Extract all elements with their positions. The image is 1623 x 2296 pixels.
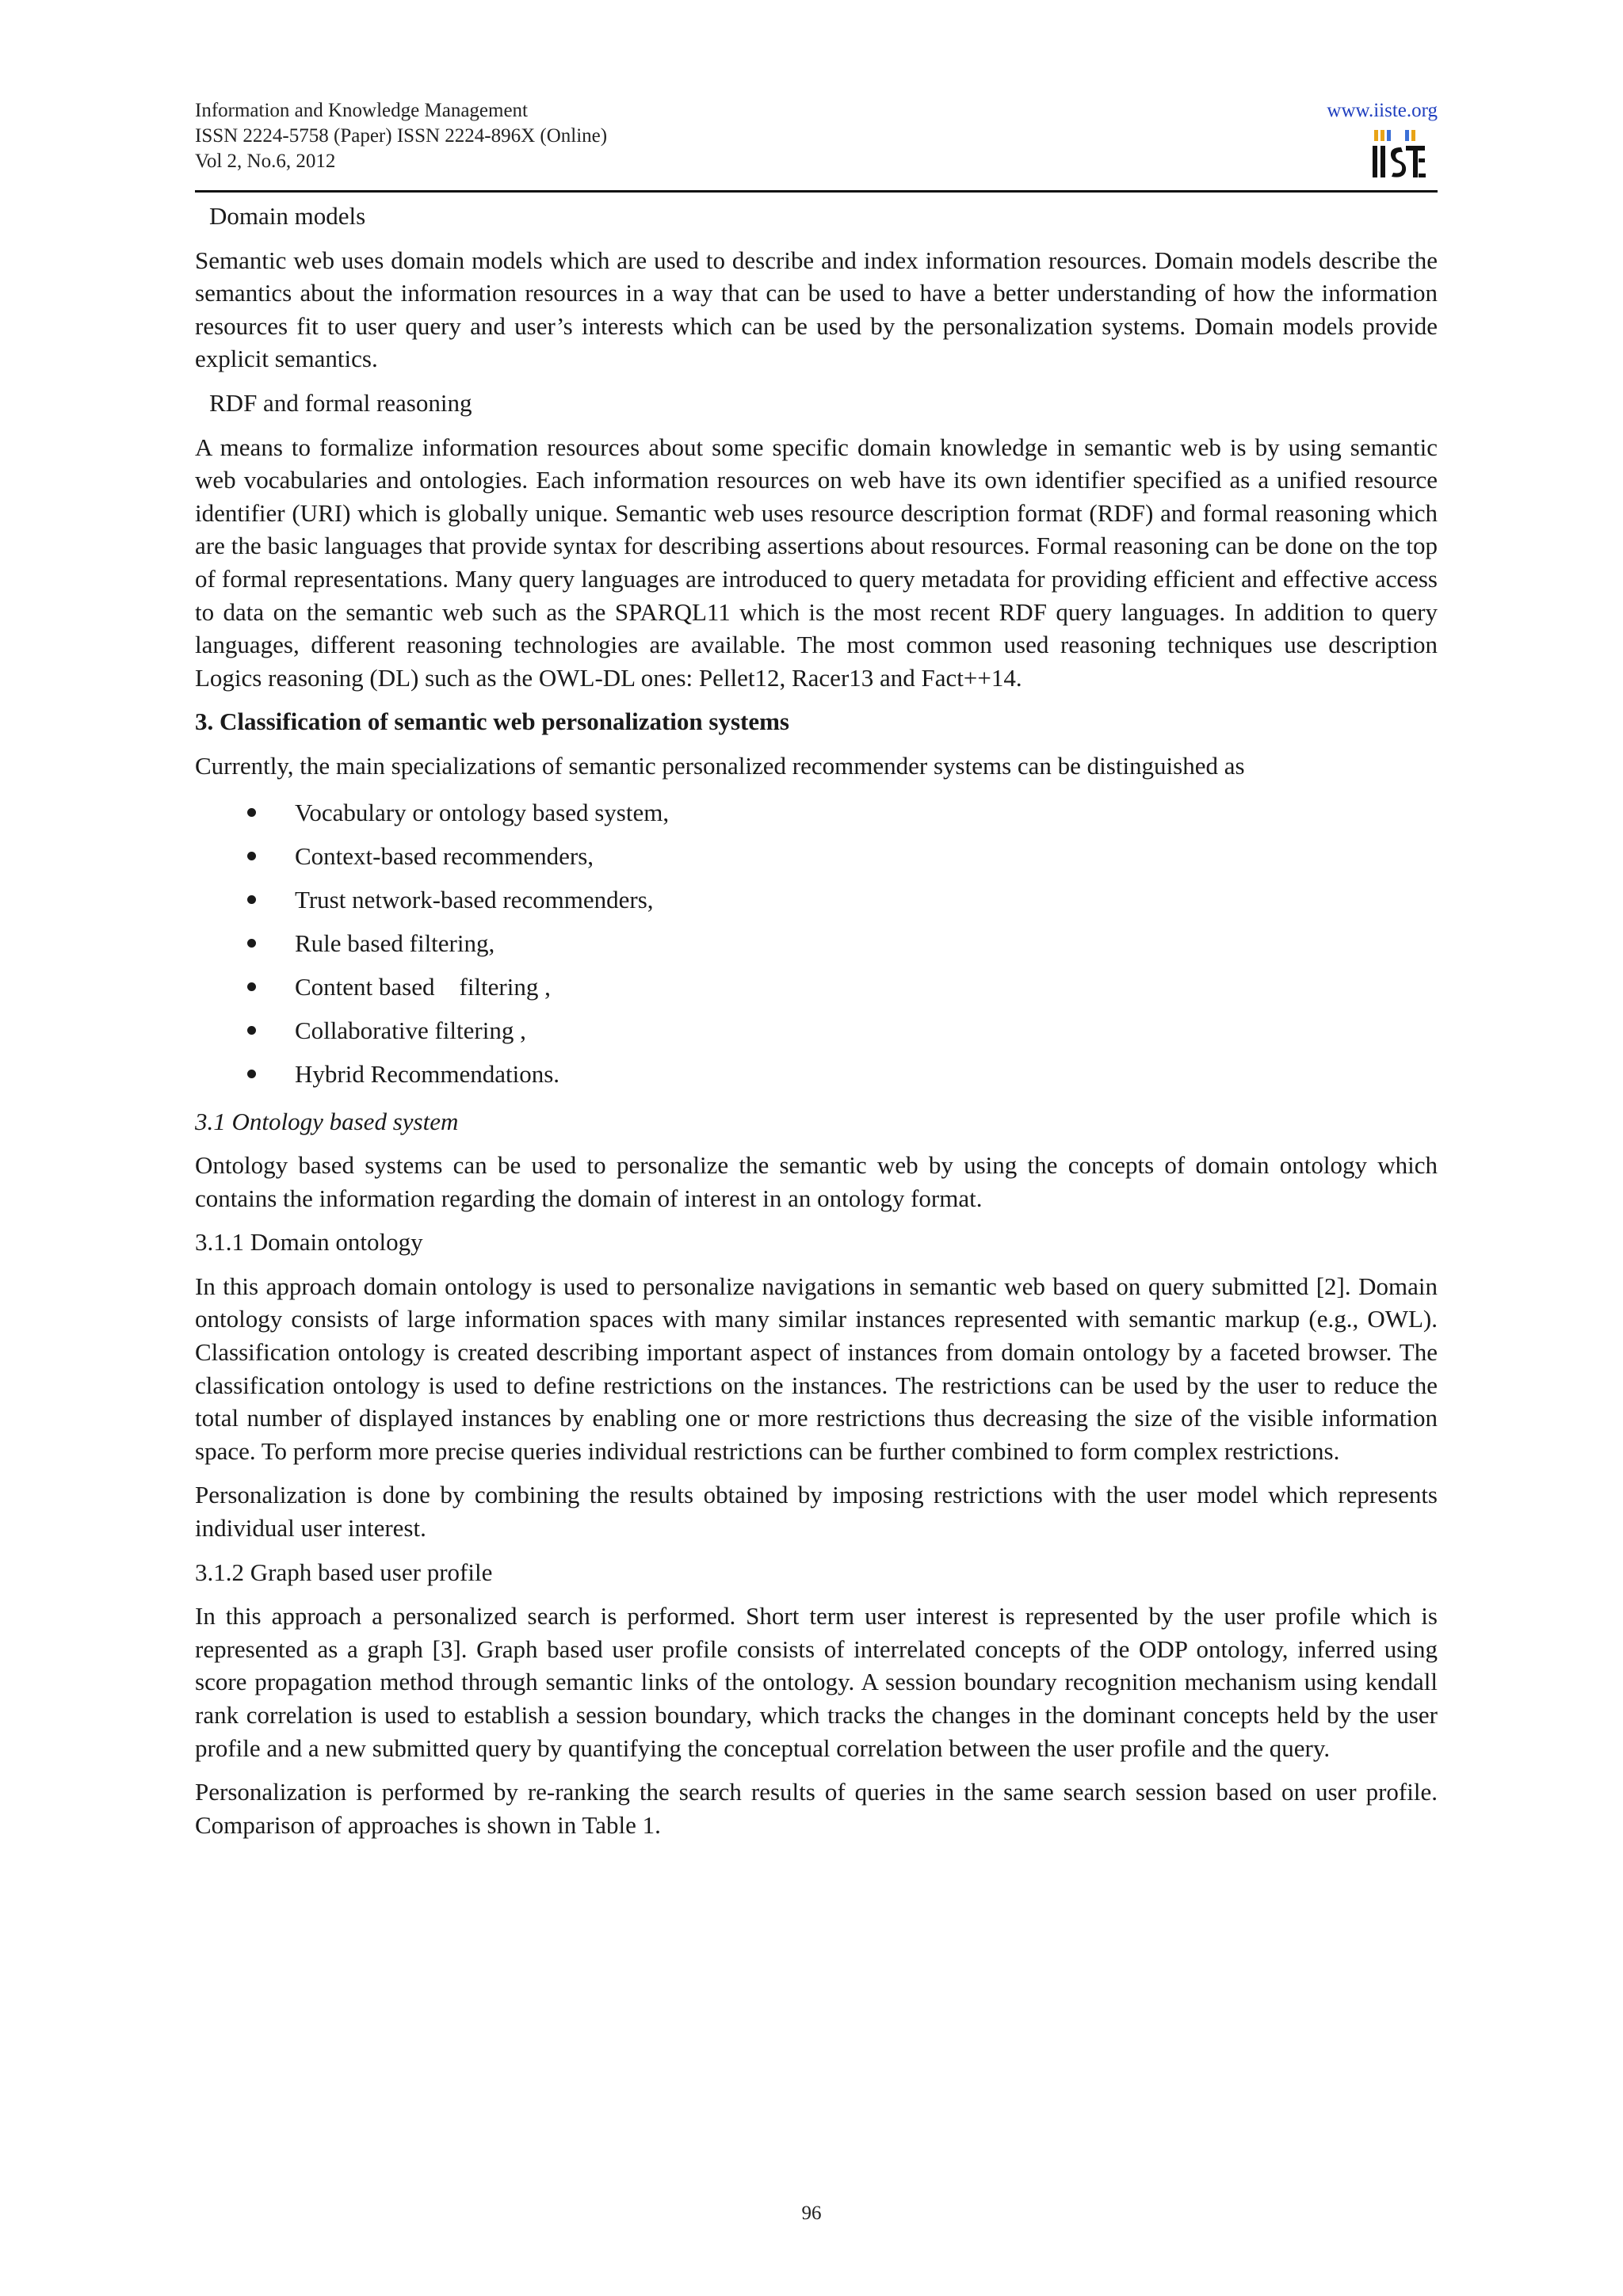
- list-item: Trust network-based recommenders,: [195, 878, 1438, 921]
- bullet-icon: [247, 1070, 256, 1078]
- heading-ontology-based: 3.1 Ontology based system: [195, 1107, 459, 1135]
- bullet-icon: [247, 852, 256, 860]
- paragraph-domain-models: Semantic web uses domain models which are used to describe and index information resources. Domain models describe the semantics about the information resources in a way that can be used to have a better understanding of how the information resources fit to user query and user’s interests which can be used by the personalization systems. Domain models provide explicit semantics.: [195, 246, 1438, 373]
- list-item: Vocabulary or ontology based system,: [195, 791, 1438, 834]
- paragraph-domain-ontology: In this approach domain ontology is used to personalize navigations in semantic web based on query submitted [2]. Domain ontology consists of large information spaces with many similar instances represented with semantic markup (e.g., OWL). Classification ontology is created describing important aspect of instances from domain ontology by a faceted browser. The classification ontology is used to define restrictions on the instances. The restrictions can be used by the user to reduce the total number of displayed instances by enabling one or more restrictions thus decreasing the size of the visible information space. To perform more precise queries individual restrictions can be further combined to form complex restrictions.: [195, 1272, 1438, 1465]
- main-content: [195, 200, 1438, 1841]
- site-link[interactable]: www.iiste.org: [1327, 100, 1438, 121]
- list-item: Collaborative filtering ,: [195, 1009, 1438, 1052]
- bullet-list: [195, 791, 1438, 1096]
- heading-graph-profile: 3.1.2 Graph based user profile: [195, 1558, 493, 1586]
- journal-info: [195, 98, 607, 174]
- page-header: [195, 98, 1438, 192]
- bullet-icon: [247, 1026, 256, 1035]
- list-item: Content based filtering ,: [195, 965, 1438, 1009]
- bullet-icon: [247, 808, 256, 817]
- bullet-icon: [247, 982, 256, 991]
- heading-classification: 3. Classification of semantic web personalization systems: [195, 707, 789, 736]
- journal-issn: ISSN 2224-5758 (Paper) ISSN 2224-896X (Online): [195, 125, 608, 147]
- journal-title: Information and Knowledge Management: [195, 100, 529, 121]
- paragraph-domain-ontology-2: Personalization is done by combining the results obtained by imposing restrictions with the user model which represents individual user interest.: [195, 1481, 1438, 1543]
- list-item: Rule based filtering,: [195, 921, 1438, 965]
- heading-domain-models: Domain models: [209, 202, 366, 230]
- bullet-icon: [247, 939, 256, 948]
- list-item: Context-based recommenders,: [195, 834, 1438, 878]
- paragraph-graph-profile: In this approach a personalized search is performed. Short term user interest is represented by the user profile which is represented as a graph [3]. Graph based user profile consists of interrelated concepts of the ODP ontology, inferred using score propagation method through semantic links of the ontology. A session boundary recognition mechanism using kendall rank correlation is used to establish a session boundary, which tracks the changes in the dominant concepts held by the user profile and a new submitted query by quantifying the conceptual correlation between the user profile and the query.: [195, 1602, 1438, 1762]
- iiste-logo-icon: [1369, 127, 1426, 184]
- heading-domain-ontology: 3.1.1 Domain ontology: [195, 1228, 423, 1257]
- paragraph-graph-profile-2: Personalization is performed by re-ranking the search results of queries in the same search session based on user profile. Comparison of approaches is shown in Table 1.: [195, 1778, 1438, 1839]
- page-number: 96: [801, 2203, 822, 2224]
- heading-rdf: RDF and formal reasoning: [209, 388, 472, 417]
- paragraph-classification-intro: Currently, the main specializations of semantic personalized recommender systems can be distinguished as: [195, 751, 1245, 780]
- list-item: Hybrid Recommendations.: [195, 1052, 1438, 1096]
- bullet-icon: [247, 895, 256, 904]
- paragraph-rdf: A means to formalize information resources about some specific domain knowledge in semantic web is by using semantic web vocabularies and ontologies. Each information resources on web have its own identifier specified as a unified resource identifier (URI) which is globally unique. Semantic web uses resource description format (RDF) and formal reasoning which are the basic languages that provide syntax for describing assertions about resources. Formal reasoning can be done on the top of formal representations. Many query languages are introduced to query metadata for providing efficient and effective access to data on the semantic web such as the SPARQL11 which is the most recent RDF query languages. In addition to query languages, different reasoning technologies are available. The most common used reasoning techniques use description Logics reasoning (DL) such as the OWL-DL ones: Pellet12, Racer13 and Fact++14.: [195, 433, 1438, 692]
- header-right: [1327, 98, 1438, 124]
- paragraph-ontology-based: Ontology based systems can be used to personalize the semantic web by using the concepts of domain ontology which contains the information regarding the domain of interest in an ontology format.: [195, 1151, 1438, 1212]
- header-divider: [195, 190, 1438, 193]
- journal-volume: Vol 2, No.6, 2012: [195, 151, 336, 172]
